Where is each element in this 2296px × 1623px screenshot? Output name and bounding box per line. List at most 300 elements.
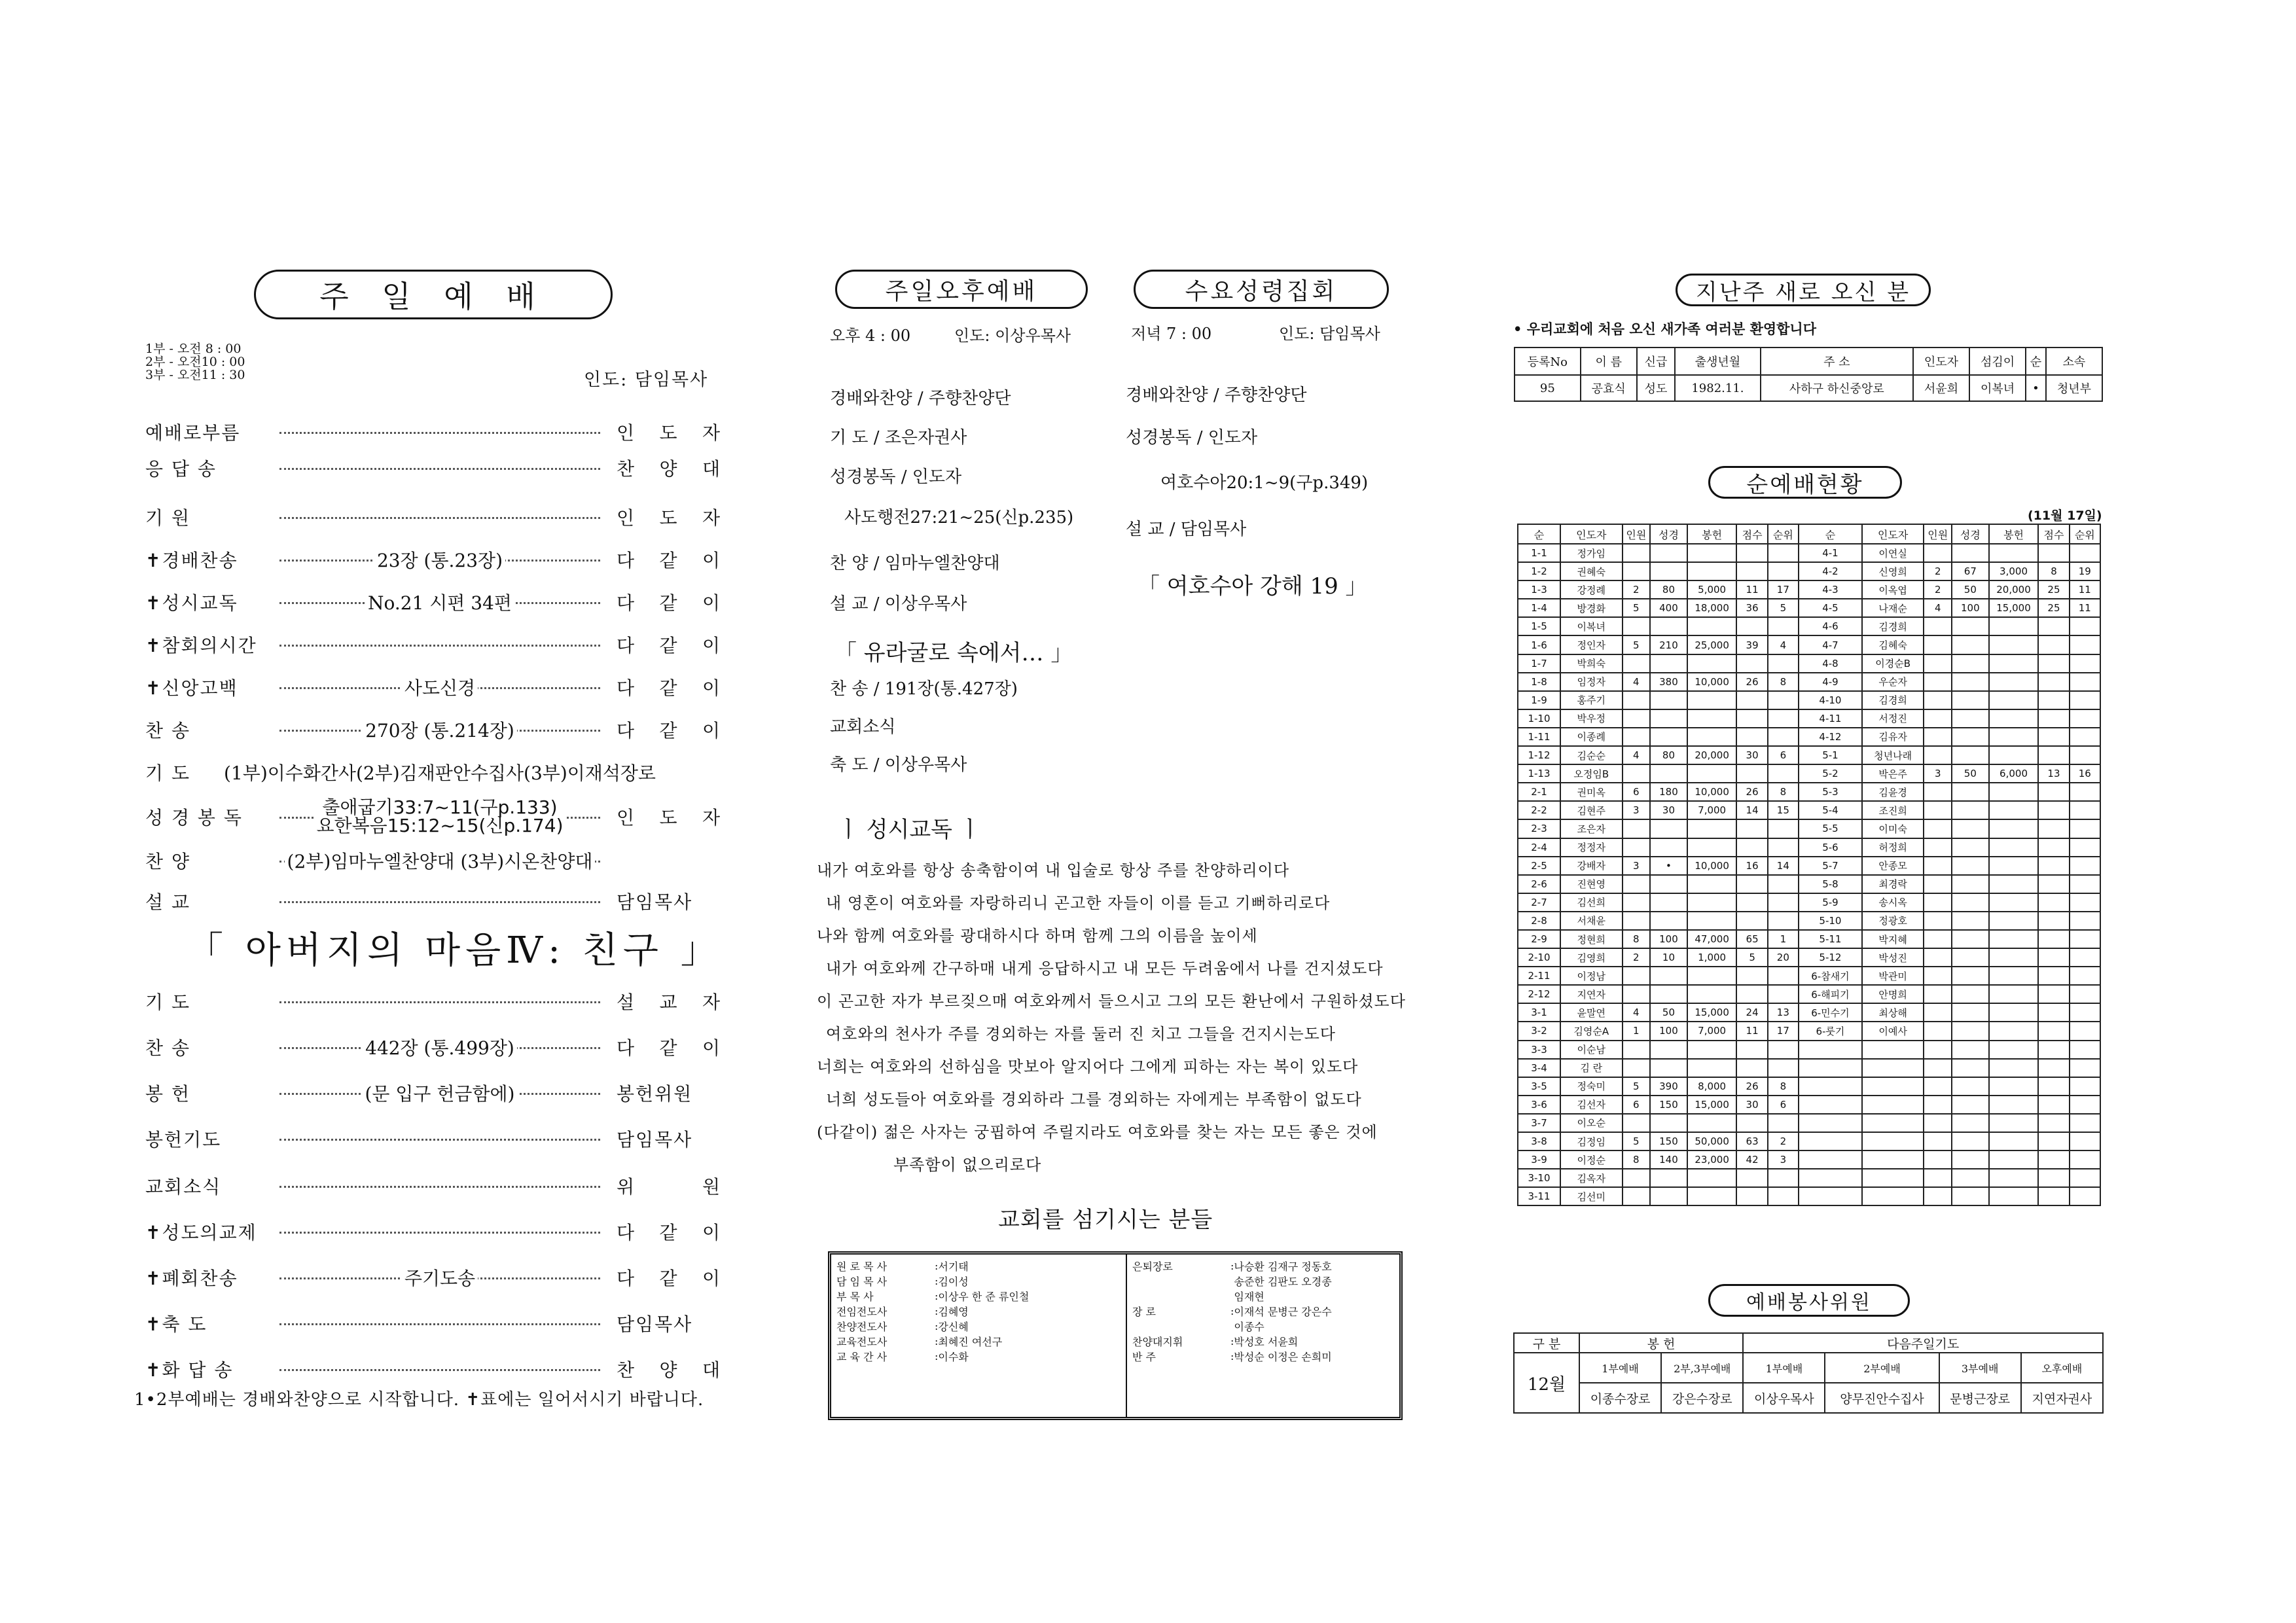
attendance-cell bbox=[1736, 838, 1767, 857]
attendance-cell: 이미숙 bbox=[1862, 819, 1924, 838]
attendance-cell bbox=[1989, 1041, 2039, 1059]
attendance-cell bbox=[1952, 857, 1989, 875]
reading-line: 너희 성도들아 여호와를 경외하라 그를 경외하는 자에게는 부족함이 없도다 bbox=[826, 1090, 1362, 1109]
attendance-cell bbox=[2038, 746, 2069, 764]
attendance-cell bbox=[1768, 764, 1799, 783]
worship-row bbox=[145, 504, 721, 530]
attendance-cell: 홍주기 bbox=[1560, 691, 1623, 709]
newcomers-header-cell: 섬김이 bbox=[1969, 348, 2026, 375]
committee-header-row bbox=[1514, 1333, 2103, 1353]
attendance-cell: 윤말연 bbox=[1560, 1003, 1623, 1022]
attendance-cell bbox=[1924, 617, 1952, 635]
worship-item-label: ✝참회의시간 bbox=[145, 635, 257, 656]
attendance-cell bbox=[2038, 673, 2069, 691]
attendance-cell: 80 bbox=[1650, 746, 1687, 764]
newcomer-cell: 이복녀 bbox=[1969, 375, 2026, 401]
attendance-cell bbox=[2038, 709, 2069, 728]
worship-item-detail: (문 입구 헌금함에) bbox=[363, 1080, 518, 1106]
attendance-cell bbox=[1862, 1132, 1924, 1150]
attendance-cell bbox=[1623, 1187, 1651, 1205]
attendance-cell bbox=[2070, 985, 2100, 1003]
attendance-cell bbox=[1989, 857, 2039, 875]
attendance-cell bbox=[2038, 728, 2069, 746]
attendance-cell: 이오순 bbox=[1560, 1114, 1623, 1132]
worship-item-detail: 사도신경 bbox=[402, 674, 478, 700]
attendance-cell bbox=[1924, 691, 1952, 709]
committee-sub-cell: 1부예배 bbox=[1743, 1353, 1825, 1383]
attendance-cell: 4-3 bbox=[1799, 580, 1862, 599]
attendance-cell bbox=[1989, 801, 2039, 819]
attendance-row bbox=[1518, 1132, 2100, 1150]
attendance-cell: 5-11 bbox=[1799, 930, 1862, 948]
attendance-cell: 김선희 bbox=[1560, 893, 1623, 912]
attendance-cell: 6-룻기 bbox=[1799, 1022, 1862, 1040]
attendance-cell: 우순자 bbox=[1862, 673, 1924, 691]
servant-role bbox=[1132, 1274, 1230, 1289]
reading-line: 내가 여호와께 간구하매 내게 응답하시고 내 모든 두려움에서 나를 건지셨도다 bbox=[826, 959, 1384, 978]
attendance-cell bbox=[1736, 617, 1767, 635]
attendance-row bbox=[1518, 1041, 2100, 1059]
attendance-cell bbox=[1989, 1003, 2039, 1022]
attendance-cell bbox=[2070, 691, 2100, 709]
servant-names: 박성순 이정은 손희미 bbox=[1234, 1351, 1332, 1363]
attendance-cell bbox=[1989, 746, 2039, 764]
attendance-cell bbox=[1989, 1187, 2039, 1205]
servant-role: 교육전도사 bbox=[836, 1336, 888, 1348]
attendance-cell: 권미옥 bbox=[1560, 783, 1623, 801]
attendance-cell bbox=[1650, 1041, 1687, 1059]
attendance-row bbox=[1518, 562, 2100, 580]
worship-item-performer: 다 같 이 bbox=[617, 635, 721, 656]
attendance-cell bbox=[1736, 1187, 1767, 1205]
attendance-cell bbox=[2038, 635, 2069, 654]
attendance-cell: 이복녀 bbox=[1560, 617, 1623, 635]
newcomers-header-cell: 소속 bbox=[2046, 348, 2102, 375]
worship-row bbox=[145, 674, 721, 700]
attendance-cell bbox=[1862, 1169, 1924, 1187]
worship-item-performer: 위 원 bbox=[617, 1176, 721, 1198]
attendance-cell bbox=[2070, 617, 2100, 635]
attendance-cell bbox=[1952, 1132, 1989, 1150]
wednesday-line: 여호수아20:1~9(구p.349) bbox=[1160, 473, 1369, 493]
servant-names: 이재석 문병근 강은수 bbox=[1234, 1306, 1332, 1318]
attendance-cell: 이순남 bbox=[1560, 1041, 1623, 1059]
attendance-cell bbox=[1623, 544, 1651, 562]
attendance-cell bbox=[1623, 728, 1651, 746]
attendance-cell bbox=[1924, 783, 1952, 801]
attendance-cell bbox=[1736, 764, 1767, 783]
attendance-cell: 1-6 bbox=[1518, 635, 1560, 654]
attendance-date: (11월 17일) bbox=[2028, 508, 2102, 523]
attendance-cell bbox=[2038, 1003, 2069, 1022]
attendance-header-cell: 순 bbox=[1518, 524, 1560, 544]
attendance-row bbox=[1518, 838, 2100, 857]
wednesday-leader: 인도: 담임목사 bbox=[1279, 325, 1380, 343]
attendance-cell: 10,000 bbox=[1687, 673, 1737, 691]
attendance-cell: 정현희 bbox=[1560, 930, 1623, 948]
attendance-cell: 2-8 bbox=[1518, 912, 1560, 930]
worship-row bbox=[145, 1310, 721, 1336]
attendance-row bbox=[1518, 764, 2100, 783]
attendance-cell: 이정남 bbox=[1560, 967, 1623, 985]
attendance-row bbox=[1518, 673, 2100, 691]
worship-item-label: ✝폐회찬송 bbox=[145, 1268, 238, 1289]
attendance-cell: 3-4 bbox=[1518, 1059, 1560, 1077]
attendance-row bbox=[1518, 801, 2100, 819]
worship-item-label: 응 답 송 bbox=[145, 458, 217, 480]
attendance-cell bbox=[2070, 746, 2100, 764]
attendance-cell bbox=[1952, 654, 1989, 673]
attendance-cell bbox=[1687, 654, 1737, 673]
attendance-cell: 14 bbox=[1736, 801, 1767, 819]
attendance-cell bbox=[1952, 746, 1989, 764]
attendance-row bbox=[1518, 985, 2100, 1003]
attendance-cell bbox=[1924, 912, 1952, 930]
attendance-cell: 5 bbox=[1623, 635, 1651, 654]
attendance-row bbox=[1518, 709, 2100, 728]
attendance-cell: 정가임 bbox=[1560, 544, 1623, 562]
attendance-cell bbox=[2038, 1041, 2069, 1059]
attendance-cell: 지연자 bbox=[1560, 985, 1623, 1003]
attendance-cell: 23,000 bbox=[1687, 1150, 1737, 1169]
worship-item-performer: 봉헌위원 bbox=[617, 1083, 693, 1105]
servant-colon: : bbox=[935, 1290, 939, 1302]
servant-row bbox=[836, 1274, 1029, 1289]
attendance-cell: 380 bbox=[1650, 673, 1687, 691]
attendance-cell: 30 bbox=[1650, 801, 1687, 819]
attendance-cell bbox=[1989, 544, 2039, 562]
attendance-cell bbox=[2070, 673, 2100, 691]
attendance-header-cell: 성경 bbox=[1650, 524, 1687, 544]
attendance-cell bbox=[1799, 1132, 1862, 1150]
attendance-cell: 30 bbox=[1736, 746, 1767, 764]
attendance-cell bbox=[1862, 1096, 1924, 1114]
attendance-cell bbox=[1989, 1132, 2039, 1150]
attendance-cell bbox=[1799, 1041, 1862, 1059]
attendance-cell bbox=[1952, 912, 1989, 930]
attendance-cell: 2-3 bbox=[1518, 819, 1560, 838]
committee-offering-header: 봉 헌 bbox=[1579, 1333, 1743, 1353]
attendance-cell bbox=[1736, 1059, 1767, 1077]
attendance-cell bbox=[1989, 838, 2039, 857]
attendance-cell: 정인자 bbox=[1560, 635, 1623, 654]
attendance-cell bbox=[1623, 764, 1651, 783]
attendance-cell bbox=[2038, 857, 2069, 875]
committee-sub-row bbox=[1514, 1353, 2103, 1383]
worship-item-label: 찬 송 bbox=[145, 1037, 190, 1059]
sunday-title: 주 일 예 배 bbox=[254, 270, 613, 319]
responsive-title: ㅣ 성시교독 ㅣ bbox=[838, 817, 981, 843]
attendance-cell bbox=[1924, 544, 1952, 562]
worship-item-detail: (1부)이수화간사(2부)김재판안수집사(3부)이재석장로 bbox=[221, 759, 658, 785]
attendance-cell: 1-5 bbox=[1518, 617, 1560, 635]
attendance-cell: 서정진 bbox=[1862, 709, 1924, 728]
attendance-cell bbox=[1952, 985, 1989, 1003]
worship-item-label: ✝성도의교제 bbox=[145, 1222, 257, 1243]
attendance-cell: 6,000 bbox=[1989, 764, 2039, 783]
attendance-cell: 5 bbox=[1623, 599, 1651, 617]
attendance-cell bbox=[1623, 875, 1651, 893]
committee-value-cell: 양무진안수집사 bbox=[1825, 1383, 1939, 1413]
attendance-cell: 이경순B bbox=[1862, 654, 1924, 673]
attendance-cell: 조은자 bbox=[1560, 819, 1623, 838]
worship-row bbox=[145, 796, 721, 836]
worship-item-label: 예배로부름 bbox=[145, 422, 241, 444]
servant-names: 송준한 김판도 오경종 bbox=[1234, 1275, 1332, 1288]
attendance-cell: 이예사 bbox=[1862, 1022, 1924, 1040]
attendance-cell bbox=[2038, 801, 2069, 819]
attendance-cell: 오정임B bbox=[1560, 764, 1623, 783]
newcomers-header-cell: 출생년월 bbox=[1675, 348, 1761, 375]
attendance-cell: 5-7 bbox=[1799, 857, 1862, 875]
servant-row bbox=[1132, 1349, 1332, 1364]
attendance-cell: 1 bbox=[1768, 930, 1799, 948]
attendance-cell: 140 bbox=[1650, 1150, 1687, 1169]
attendance-cell bbox=[2070, 930, 2100, 948]
attendance-cell: 11 bbox=[2070, 580, 2100, 599]
attendance-cell bbox=[1924, 1022, 1952, 1040]
attendance-cell: 39 bbox=[1736, 635, 1767, 654]
attendance-cell bbox=[1768, 1059, 1799, 1077]
servant-row bbox=[1132, 1289, 1332, 1304]
attendance-cell: 5,000 bbox=[1687, 580, 1737, 599]
attendance-cell bbox=[1687, 1169, 1737, 1187]
newcomer-row bbox=[1515, 375, 2102, 401]
attendance-cell: 3-2 bbox=[1518, 1022, 1560, 1040]
servant-row bbox=[836, 1334, 1029, 1349]
attendance-cell: 26 bbox=[1736, 1077, 1767, 1096]
attendance-cell bbox=[1989, 1150, 2039, 1169]
attendance-cell bbox=[1623, 709, 1651, 728]
attendance-cell: 3-8 bbox=[1518, 1132, 1560, 1150]
attendance-row bbox=[1518, 819, 2100, 838]
attendance-header-cell: 성경 bbox=[1952, 524, 1989, 544]
attendance-cell: 4 bbox=[1924, 599, 1952, 617]
attendance-cell bbox=[1736, 562, 1767, 580]
worship-item-label: ✝신앙고백 bbox=[145, 677, 238, 699]
servant-role: 담 임 목 사 bbox=[836, 1275, 888, 1288]
attendance-cell: 박성진 bbox=[1862, 948, 1924, 967]
attendance-cell bbox=[2038, 985, 2069, 1003]
attendance-row bbox=[1518, 1022, 2100, 1040]
servant-role: 부 목 사 bbox=[836, 1291, 874, 1303]
attendance-cell: 김선자 bbox=[1560, 1096, 1623, 1114]
attendance-cell bbox=[2070, 948, 2100, 967]
worship-item-label: 찬 양 bbox=[145, 851, 190, 872]
attendance-cell bbox=[2038, 1114, 2069, 1132]
attendance-row bbox=[1518, 599, 2100, 617]
attendance-cell: 2-1 bbox=[1518, 783, 1560, 801]
attendance-cell bbox=[2070, 1022, 2100, 1040]
attendance-cell bbox=[1952, 1003, 1989, 1022]
attendance-cell: 150 bbox=[1650, 1132, 1687, 1150]
attendance-cell bbox=[1989, 1096, 2039, 1114]
servant-names: 김혜영 bbox=[938, 1306, 969, 1318]
attendance-cell: 1 bbox=[1623, 1022, 1651, 1040]
attendance-cell bbox=[1924, 1096, 1952, 1114]
attendance-cell: 2 bbox=[1623, 948, 1651, 967]
wednesday-line: 「 여호수아 강해 19 」 bbox=[1138, 573, 1368, 599]
worship-row bbox=[145, 759, 721, 785]
attendance-header-cell: 순 bbox=[1799, 524, 1862, 544]
attendance-cell: 박우정 bbox=[1560, 709, 1623, 728]
attendance-cell: 11 bbox=[1736, 580, 1767, 599]
attendance-cell bbox=[1650, 967, 1687, 985]
reading-line: 이 곤고한 자가 부르짖으매 여호와께서 들으시고 그의 모든 환난에서 구원하셨도다 bbox=[817, 992, 1406, 1010]
attendance-cell bbox=[1768, 893, 1799, 912]
attendance-header-cell: 순위 bbox=[1768, 524, 1799, 544]
worship-item-detail: 출애굽기33:7~11(구p.133) 요한복음15:12~15(신p.174) bbox=[314, 798, 566, 835]
attendance-cell: 조진희 bbox=[1862, 801, 1924, 819]
attendance-cell: 3,000 bbox=[1989, 562, 2039, 580]
attendance-cell: 5-2 bbox=[1799, 764, 1862, 783]
attendance-cell: 25 bbox=[2038, 580, 2069, 599]
attendance-cell: 5-3 bbox=[1799, 783, 1862, 801]
attendance-cell bbox=[1687, 819, 1737, 838]
attendance-cell: 150 bbox=[1650, 1096, 1687, 1114]
attendance-cell bbox=[1768, 819, 1799, 838]
servant-names: 서기태 bbox=[938, 1260, 969, 1273]
newcomers-header-cell: 등록No bbox=[1515, 348, 1581, 375]
attendance-cell: 63 bbox=[1736, 1132, 1767, 1150]
attendance-cell bbox=[2070, 783, 2100, 801]
attendance-cell: 김영순A bbox=[1560, 1022, 1623, 1040]
attendance-header-cell: 점수 bbox=[1736, 524, 1767, 544]
attendance-cell bbox=[1952, 1096, 1989, 1114]
attendance-cell bbox=[2070, 819, 2100, 838]
attendance-cell: 390 bbox=[1650, 1077, 1687, 1096]
attendance-cell bbox=[1952, 709, 1989, 728]
attendance-cell: 정숙미 bbox=[1560, 1077, 1623, 1096]
attendance-cell: 2-12 bbox=[1518, 985, 1560, 1003]
attendance-cell bbox=[1623, 838, 1651, 857]
attendance-cell: 20,000 bbox=[1989, 580, 2039, 599]
attendance-cell bbox=[1924, 709, 1952, 728]
servant-role bbox=[1132, 1319, 1230, 1334]
attendance-cell bbox=[2038, 1059, 2069, 1077]
attendance-cell: 13 bbox=[2038, 764, 2069, 783]
attendance-header-row bbox=[1518, 524, 2100, 544]
attendance-cell: 10,000 bbox=[1687, 857, 1737, 875]
committee-value-cell: 이상우목사 bbox=[1743, 1383, 1825, 1413]
servant-row bbox=[1132, 1274, 1332, 1289]
attendance-cell bbox=[2070, 967, 2100, 985]
afternoon-line: 사도행전27:21~25(신p.235) bbox=[844, 508, 1074, 527]
attendance-cell bbox=[1952, 783, 1989, 801]
attendance-cell: 2-2 bbox=[1518, 801, 1560, 819]
newcomers-header-cell: 이 름 bbox=[1581, 348, 1637, 375]
attendance-cell bbox=[1924, 1077, 1952, 1096]
attendance-cell: 6-참새기 bbox=[1799, 967, 1862, 985]
attendance-cell: 허정희 bbox=[1862, 838, 1924, 857]
attendance-cell: 5-9 bbox=[1799, 893, 1862, 912]
attendance-cell bbox=[2070, 1169, 2100, 1187]
reading-line: 부족함이 없으리로다 bbox=[893, 1156, 1042, 1174]
attendance-cell: 3-5 bbox=[1518, 1077, 1560, 1096]
afternoon-line: 찬 양 / 임마누엘찬양대 bbox=[830, 554, 1000, 573]
attendance-cell: 16 bbox=[1736, 857, 1767, 875]
attendance-cell bbox=[1952, 819, 1989, 838]
time-1: 1부 - 오전 8 : 00 bbox=[145, 342, 242, 356]
attendance-cell: 서채윤 bbox=[1560, 912, 1623, 930]
attendance-cell bbox=[1924, 1041, 1952, 1059]
attendance-cell: 안명희 bbox=[1862, 985, 1924, 1003]
attendance-row bbox=[1518, 948, 2100, 967]
attendance-cell bbox=[2070, 1150, 2100, 1169]
attendance-cell bbox=[1952, 1041, 1989, 1059]
attendance-cell: 3 bbox=[1623, 857, 1651, 875]
attendance-cell bbox=[1989, 967, 2039, 985]
committee-sub-cell: 2부,3부예배 bbox=[1661, 1353, 1743, 1383]
attendance-cell: 6-민수기 bbox=[1799, 1003, 1862, 1022]
attendance-cell: 정광호 bbox=[1862, 912, 1924, 930]
attendance-cell: 15,000 bbox=[1989, 599, 2039, 617]
sunday-leader: 인도: 담임목사 bbox=[584, 370, 709, 390]
attendance-cell: 3-11 bbox=[1518, 1187, 1560, 1205]
attendance-cell: 7,000 bbox=[1687, 801, 1737, 819]
attendance-cell bbox=[1650, 654, 1687, 673]
newcomers-header-cell: 인도자 bbox=[1913, 348, 1969, 375]
attendance-cell bbox=[1687, 562, 1737, 580]
attendance-cell: 4 bbox=[1623, 746, 1651, 764]
attendance-cell: 1-13 bbox=[1518, 764, 1560, 783]
attendance-cell: 2-9 bbox=[1518, 930, 1560, 948]
attendance-cell bbox=[1623, 819, 1651, 838]
attendance-cell bbox=[1650, 691, 1687, 709]
attendance-header-cell: 인원 bbox=[1924, 524, 1952, 544]
attendance-cell: 이정순 bbox=[1560, 1150, 1623, 1169]
attendance-cell bbox=[1952, 1187, 1989, 1205]
attendance-cell bbox=[1989, 1169, 2039, 1187]
attendance-cell bbox=[1924, 838, 1952, 857]
newcomers-header-cell: 주 소 bbox=[1761, 348, 1913, 375]
newcomers-header-cell: 순 bbox=[2026, 348, 2046, 375]
attendance-cell bbox=[1736, 967, 1767, 985]
attendance-cell bbox=[1623, 691, 1651, 709]
attendance-cell: 210 bbox=[1650, 635, 1687, 654]
afternoon-line: 축 도 / 이상우목사 bbox=[830, 755, 967, 775]
servant-row bbox=[836, 1319, 1029, 1334]
attendance-cell bbox=[1924, 967, 1952, 985]
afternoon-line: 교회소식 bbox=[830, 717, 896, 737]
reading-line: 내 영혼이 여호와를 자랑하리니 곤고한 자들이 이를 듣고 기뻐하리로다 bbox=[826, 894, 1331, 912]
attendance-cell: 1-12 bbox=[1518, 746, 1560, 764]
attendance-cell: 6 bbox=[1623, 1096, 1651, 1114]
attendance-cell bbox=[2038, 930, 2069, 948]
newcomer-cell: 1982.11. bbox=[1675, 375, 1761, 401]
attendance-cell bbox=[1989, 617, 2039, 635]
attendance-cell bbox=[2070, 1187, 2100, 1205]
attendance-cell: 이연실 bbox=[1862, 544, 1924, 562]
wednesday-line: 경배와찬양 / 주향찬양단 bbox=[1126, 385, 1307, 405]
attendance-cell: 20 bbox=[1768, 948, 1799, 967]
attendance-cell: 5 bbox=[1736, 948, 1767, 967]
attendance-cell: 5-10 bbox=[1799, 912, 1862, 930]
attendance-cell bbox=[2038, 1077, 2069, 1096]
attendance-cell: 김영희 bbox=[1560, 948, 1623, 967]
attendance-cell bbox=[1768, 985, 1799, 1003]
attendance-cell bbox=[1799, 1059, 1862, 1077]
attendance-cell: 30 bbox=[1736, 1096, 1767, 1114]
attendance-cell bbox=[1650, 1059, 1687, 1077]
attendance-cell bbox=[1952, 635, 1989, 654]
attendance-cell bbox=[1924, 1150, 1952, 1169]
attendance-cell bbox=[2070, 728, 2100, 746]
attendance-row bbox=[1518, 893, 2100, 912]
servant-row bbox=[836, 1304, 1029, 1319]
servant-row bbox=[1132, 1304, 1332, 1319]
attendance-cell bbox=[1989, 654, 2039, 673]
